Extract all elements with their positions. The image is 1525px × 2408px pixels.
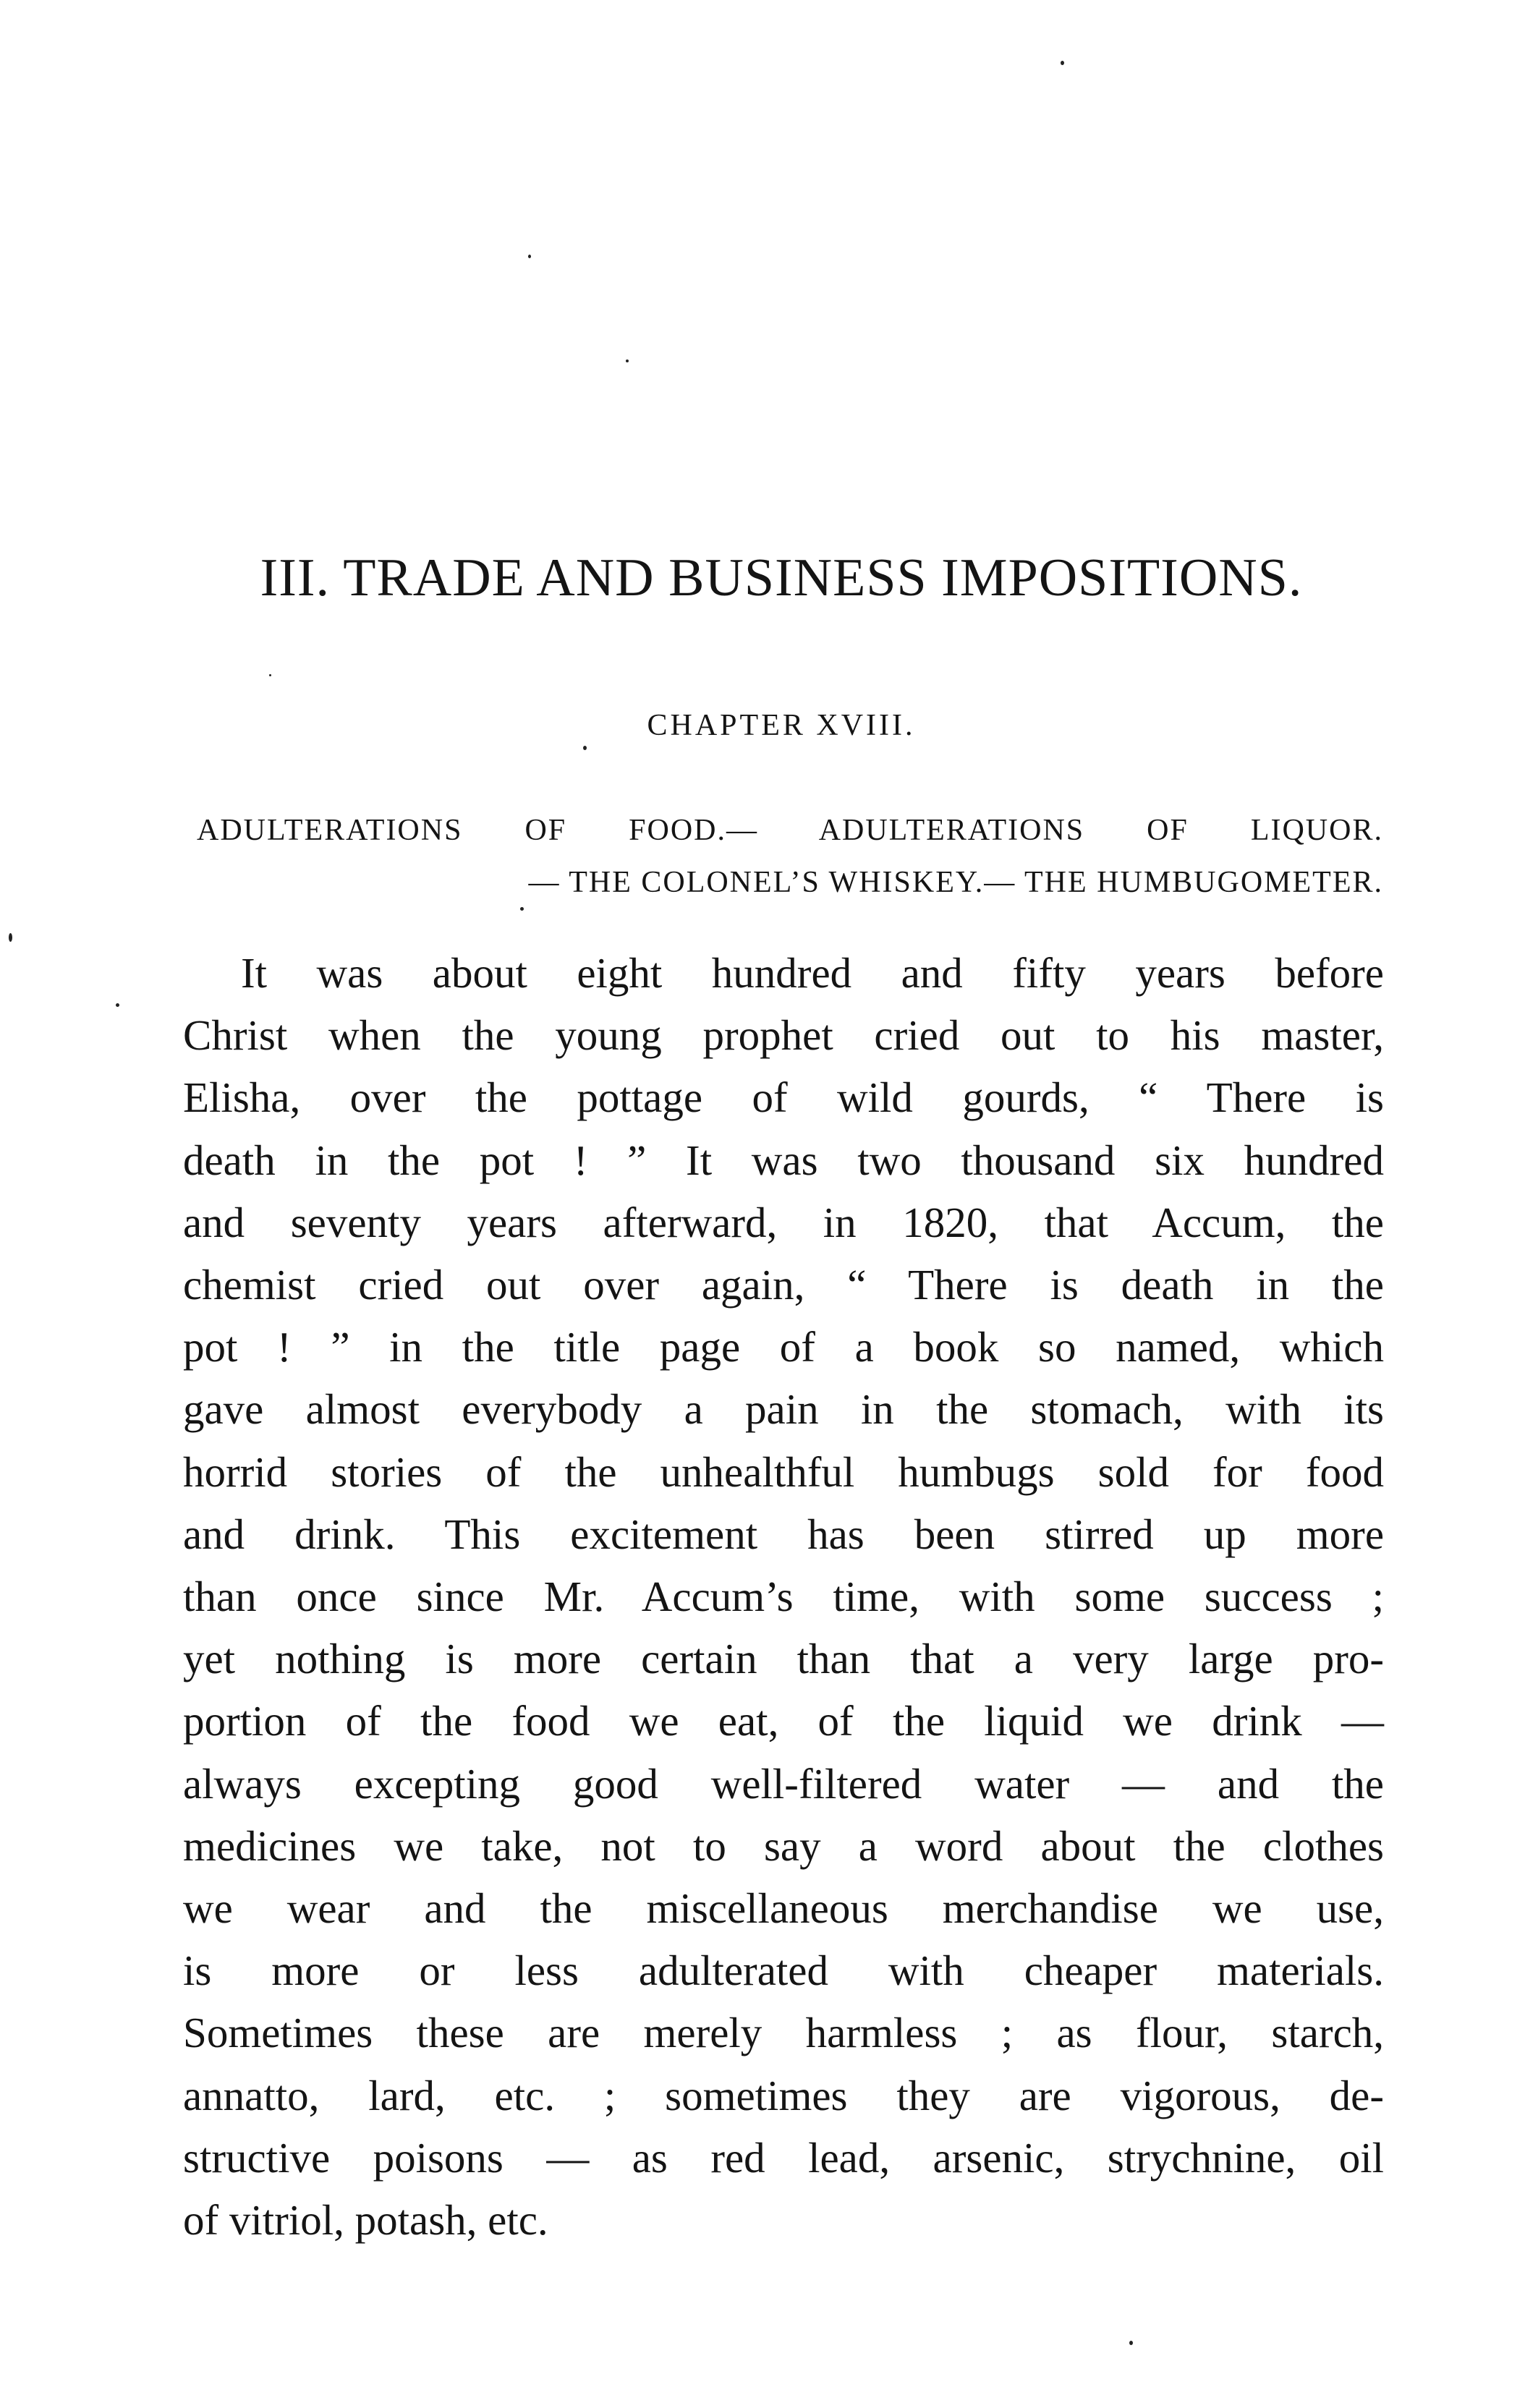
text-line: pot ! ” in the title page of a book so named, which	[183, 1323, 1384, 1371]
text-line: medicines we take, not to say a word about the clothes	[183, 1821, 1384, 1870]
text-line: Sometimes these are merely harmless ; as flour, starch,	[183, 2009, 1384, 2057]
text-line: Elisha, over the pottage of wild gourds, “ There is	[183, 1073, 1384, 1122]
text-line: and seventy years afterward, in 1820, that Accum, the	[183, 1198, 1384, 1246]
text-line: yet nothing is more certain than that a very large pro-	[183, 1635, 1384, 1683]
scan-speck	[626, 360, 629, 362]
scan-speck	[269, 674, 271, 676]
text-line: always excepting good well-filtered water — and the	[183, 1759, 1384, 1808]
text-line: horrid stories of the unhealthful humbugs sold for food	[183, 1447, 1384, 1496]
scan-speck	[9, 933, 12, 942]
text-line: chemist cried out over again, “ There is death in the	[183, 1261, 1384, 1309]
text-line: is more or less adulterated with cheaper materials.	[183, 1947, 1384, 1995]
body-paragraph	[183, 942, 1384, 2251]
part-title: III. TRADE AND BUSINESS IMPOSITIONS.	[260, 548, 1303, 608]
scan-speck	[116, 1003, 119, 1007]
scan-speck	[1061, 61, 1064, 65]
text-line: Christ when the young prophet cried out to his master,	[183, 1011, 1384, 1060]
chapter-synopsis	[197, 804, 1383, 909]
synopsis-line: — THE COLONEL’S WHISKEY.— THE HUMBUGOMETER.	[528, 866, 1383, 899]
text-line: annatto, lard, etc. ; sometimes they are vigorous, de-	[183, 2071, 1384, 2119]
scan-speck	[583, 746, 587, 750]
text-line: It was about eight hundred and fifty years before	[241, 949, 1384, 997]
text-line: gave almost everybody a pain in the stomach, with its	[183, 1385, 1384, 1434]
scan-speck	[528, 255, 531, 258]
text-line: structive poisons — as red lead, arsenic, strychnine, oil	[183, 2133, 1384, 2182]
text-line: death in the pot ! ” It was two thousand six hundred	[183, 1136, 1384, 1184]
synopsis-line: ADULTERATIONS OF FOOD.— ADULTERATIONS OF LIQUOR.	[197, 814, 1383, 847]
text-line: of vitriol, potash, etc.	[183, 2196, 548, 2245]
text-line: we wear and the miscellaneous merchandise we use,	[183, 1884, 1384, 1933]
text-line: and drink. This excitement has been stirred up more	[183, 1510, 1384, 1558]
chapter-heading: CHAPTER XVIII.	[647, 709, 916, 742]
scan-speck	[1129, 2341, 1133, 2345]
text-line: portion of the food we eat, of the liquid we drink —	[183, 1697, 1384, 1745]
text-line: than once since Mr. Accum’s time, with some success ;	[183, 1573, 1384, 1621]
